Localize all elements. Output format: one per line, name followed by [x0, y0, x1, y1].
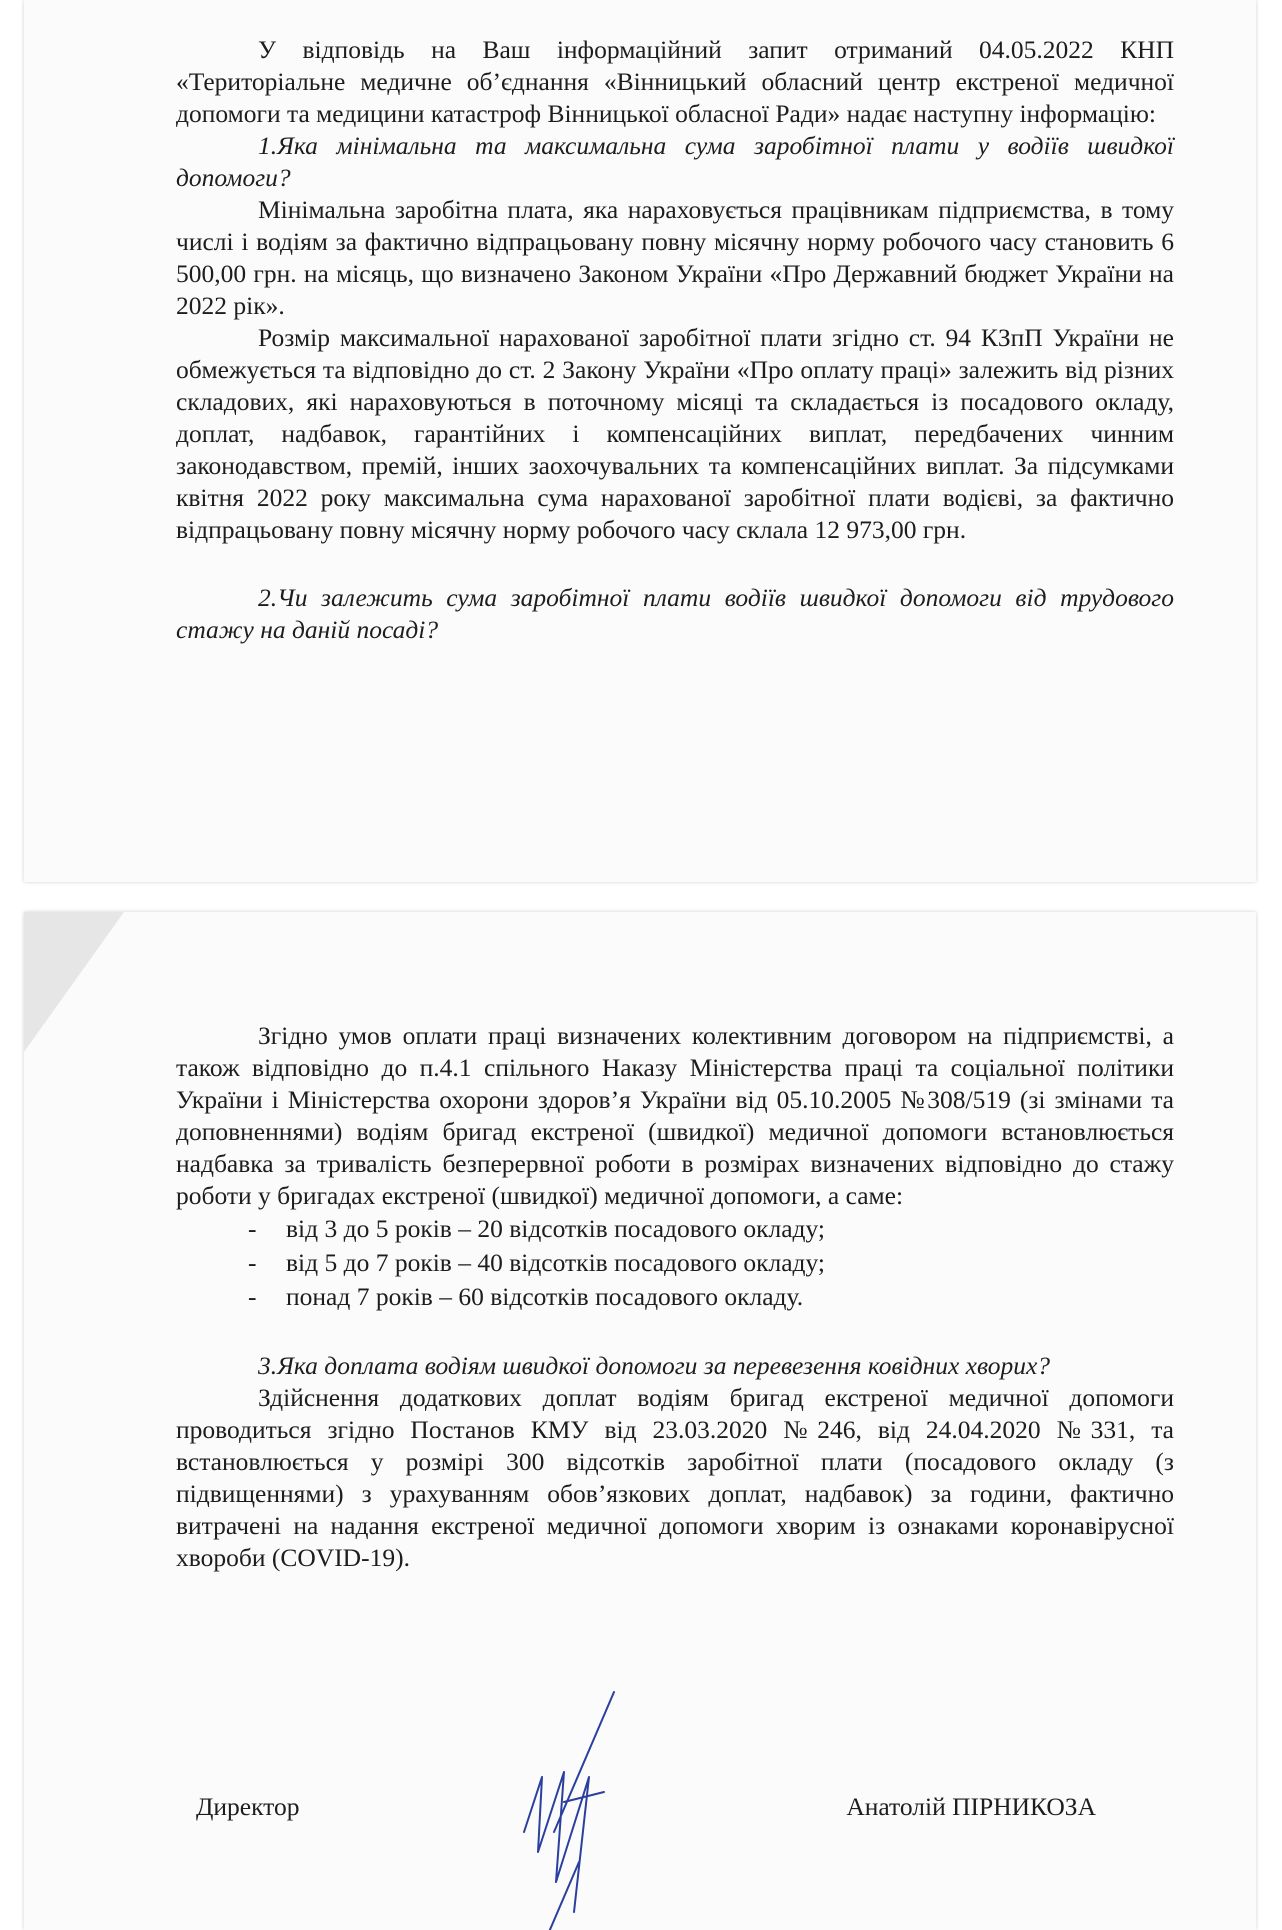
answer-3-paragraph: Здійснення додаткових доплат водіям бригад екстреної медичної допомоги проводиться згідно Постанов КМУ від 23.03.2020 №246, від 24.04.2020 №331, та встановлюється у розмірі 300 відсотків заробітної плати (посадового окладу (з підвищеннями) з урахуванням обов’язкових доплат, надбавок) за години, фактично витрачені на надання екстреної медичної допомоги хворим із ознаками коронавірусної хвороби (COVID-19).	[176, 1383, 1174, 1572]
question-3: 3.Яка доплата водіям швидкої допомоги за перевезення ковідних хворих?	[258, 1351, 1051, 1380]
answer-2-paragraph: Згідно умов оплати праці визначених колективним договором на підприємстві, а також відповідно до п.4.1 спільного Наказу Міністерства праці та соціальної політики України і Міністерства охорони здоров’я України від 05.10.2005 №308/519 (зі змінами та доповненнями) водіям бригад екстреної (швидкої) медичної допомоги встановлюється надбавка за тривалість безперервної роботи в розмірах визначених відповідно до стажу роботи у бригадах екстреної (швидкої) медичної допомоги, а саме:	[176, 1021, 1174, 1210]
spacer	[176, 1314, 1174, 1350]
signatory-name: Анатолій ПІРНИКОЗА	[846, 1792, 1096, 1821]
page-1-body	[176, 34, 1174, 646]
answer-1-paragraph-2: Розмір максимальної нарахованої заробітної плати згідно ст. 94 КЗпП України не обмежується та відповідно до ст. 2 Закону України «Про оплату праці» залежить від різних складових, які нараховуються в поточному місяці та складається із посадового окладу, доплат, надбавок, гарантійних і компенсаційних виплат, передбачених чинним законодавством, премій, інших заохочувальних та компенсаційних виплат. За підсумками квітня 2022 року максимальна сума нарахованої заробітної плати водієві, за фактично відпрацьовану повну місячну норму робочого часу склала 12 973,00 грн.	[176, 323, 1174, 544]
signatory-title: Директор	[196, 1792, 300, 1821]
document-page-2	[24, 912, 1256, 1930]
list-item: - від 3 до 5 років – 20 відсотків посадового окладу;	[248, 1212, 1174, 1246]
page-2-body	[176, 1020, 1174, 1574]
answer-1-paragraph-1: Мінімальна заробітна плата, яка нараховується працівникам підприємства, в тому числі і водіям за фактично відпрацьовану повну місячну норму робочого часу становить 6 500,00 грн. на місяць, що визначено Законом України «Про Державний бюджет України на 2022 рік».	[176, 195, 1174, 320]
question-2: 2.Чи залежить сума заробітної плати водіїв швидкої допомоги від трудового стажу на даній посаді?	[176, 583, 1174, 644]
document-page-1	[24, 0, 1256, 882]
question-1: 1.Яка мінімальна та максимальна сума заробітної плати у водіїв швидкої допомоги?	[176, 131, 1174, 192]
page-fold-shadow	[24, 912, 124, 1052]
spacer	[176, 546, 1174, 582]
list-item: - від 5 до 7 років – 40 відсотків посадового окладу;	[248, 1246, 1174, 1280]
intro-paragraph: У відповідь на Ваш інформаційний запит отриманий 04.05.2022 КНП «Територіальне медичне об’єднання «Вінницький обласний центр екстреної медичної допомоги та медицини катастроф Вінницької обласної Ради» надає наступну інформацію:	[176, 35, 1174, 128]
signature-block	[196, 1792, 1096, 1842]
list-item: - понад 7 років – 60 відсотків посадового окладу.	[248, 1280, 1174, 1314]
seniority-bonus-list	[176, 1212, 1174, 1314]
